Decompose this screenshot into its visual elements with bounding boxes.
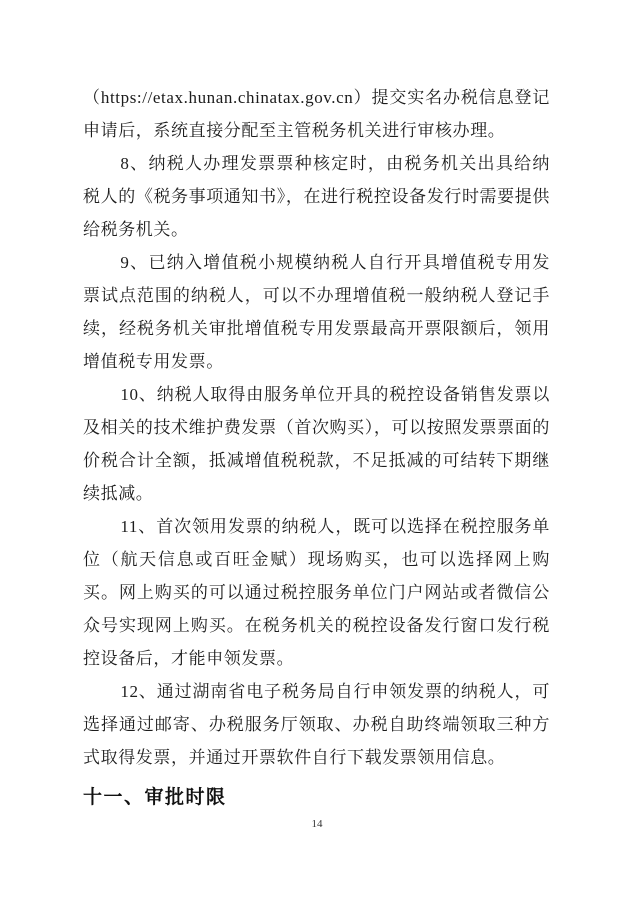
paragraph-item-8: 8、纳税人办理发票票种核定时，由税务机关出具给纳税人的《税务事项通知书》，在进行税控设备发行时需要提供给税务机关。	[83, 154, 550, 239]
document-body	[83, 81, 550, 814]
paragraph-continuation: （https://etax.hunan.chinatax.gov.cn）提交实名办税信息登记申请后，系统直接分配至主管税务机关进行审核办理。	[83, 88, 550, 140]
paragraph-item-12: 12、通过湖南省电子税务局自行申领发票的纳税人，可选择通过邮寄、办税服务厅领取、办税自助终端领取三种方式取得发票，并通过开票软件自行下载发票领用信息。	[83, 682, 550, 767]
page-number: 14	[311, 818, 323, 830]
section-heading: 十一、审批时限	[83, 787, 227, 808]
paragraph-item-11: 11、首次领用发票的纳税人，既可以选择在税控服务单位（航天信息或百旺金赋）现场购买，也可以选择网上购买。网上购买的可以通过税控服务单位门户网站或者微信公众号实现网上购买。在税务机关的税控设备发行窗口发行税控设备后，才能申领发票。	[83, 517, 550, 668]
paragraph-item-10: 10、纳税人取得由服务单位开具的税控设备销售发票以及相关的技术维护费发票（首次购买），可以按照发票票面的价税合计全额，抵减增值税税款，不足抵减的可结转下期继续抵减。	[83, 385, 550, 503]
paragraph-item-9: 9、已纳入增值税小规模纳税人自行开具增值税专用发票试点范围的纳税人，可以不办理增值税一般纳税人登记手续，经税务机关审批增值税专用发票最高开票限额后，领用增值税专用发票。	[83, 253, 550, 371]
